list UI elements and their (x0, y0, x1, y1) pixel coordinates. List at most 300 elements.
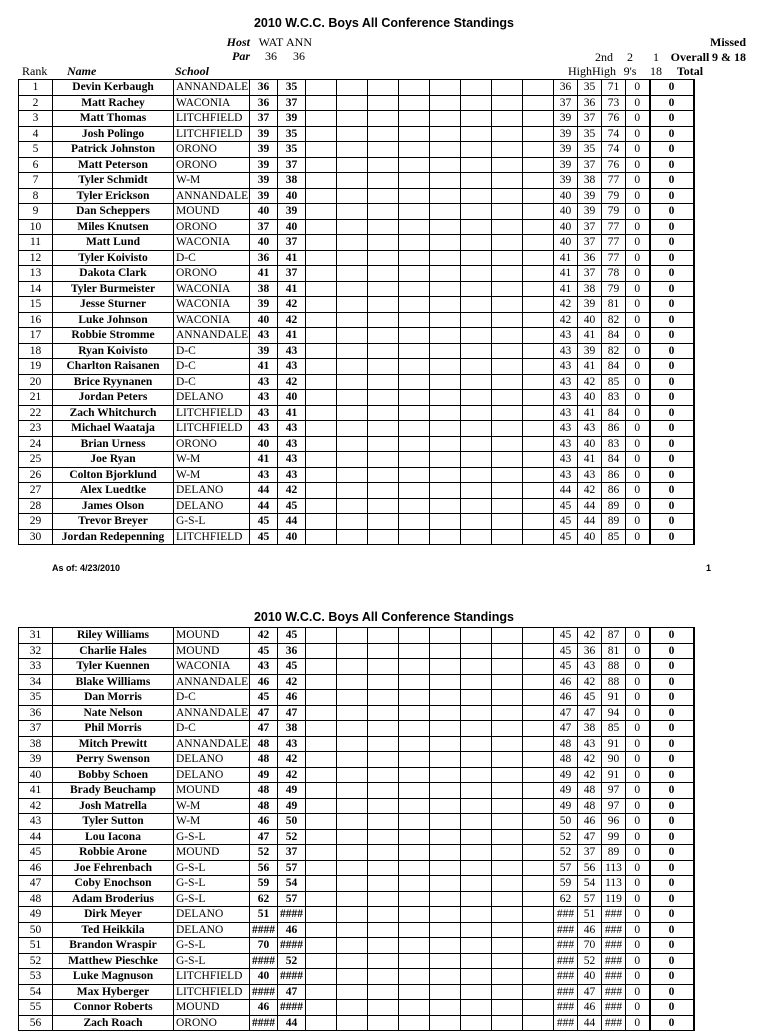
rank-cell: 6 (19, 157, 53, 173)
score-ann-cell: 57 (278, 891, 306, 907)
empty-score-cell (523, 188, 554, 204)
empty-score-cell (492, 498, 523, 514)
empty-score-cell (368, 111, 399, 127)
player-name-cell: Brady Beuchamp (53, 783, 174, 799)
empty-score-cell (461, 752, 492, 768)
table-row (19, 953, 694, 969)
table-row (19, 328, 694, 344)
player-name-cell: Patrick Johnston (53, 142, 174, 158)
score-wat-cell: 56 (250, 860, 278, 876)
score-wat-cell: 43 (250, 659, 278, 675)
second-high-cell: 36 (578, 643, 602, 659)
empty-score-cell (368, 359, 399, 375)
empty-score-cell (430, 95, 461, 111)
empty-score-cell (306, 814, 337, 830)
empty-score-cell (430, 659, 461, 675)
one-eighteen-cell: 0 (626, 95, 650, 111)
empty-score-cell (368, 452, 399, 468)
score-wat-cell: 44 (250, 483, 278, 499)
score-ann-cell: 52 (278, 953, 306, 969)
empty-score-cell (306, 204, 337, 220)
empty-score-cell (399, 452, 430, 468)
player-name-cell: Trevor Breyer (53, 514, 174, 530)
high-cell: ### (554, 1000, 578, 1016)
high-cell: 43 (554, 374, 578, 390)
school-cell: ANNANDALE (174, 188, 250, 204)
rank-cell: 15 (19, 297, 53, 313)
overall-total-cell: 0 (650, 659, 694, 675)
second-high-cell: 43 (578, 659, 602, 675)
table-row (19, 690, 694, 706)
overall-total-cell: 0 (650, 483, 694, 499)
empty-score-cell (523, 126, 554, 142)
empty-score-cell (399, 111, 430, 127)
rank-cell: 41 (19, 783, 53, 799)
two-nines-cell: 86 (602, 483, 626, 499)
one-eighteen-cell: 0 (626, 421, 650, 437)
empty-score-cell (492, 235, 523, 251)
empty-score-cell (368, 95, 399, 111)
one-eighteen-cell: 0 (626, 767, 650, 783)
one-eighteen-cell: 0 (626, 891, 650, 907)
score-ann-cell: 38 (278, 173, 306, 189)
school-cell: ANNANDALE (174, 705, 250, 721)
empty-score-cell (306, 860, 337, 876)
empty-score-cell (461, 235, 492, 251)
empty-score-cell (306, 938, 337, 954)
school-cell: DELANO (174, 483, 250, 499)
empty-score-cell (337, 643, 368, 659)
player-name-cell: Brian Urness (53, 436, 174, 452)
empty-score-cell (399, 876, 430, 892)
empty-score-cell (430, 876, 461, 892)
two-nines-cell: 91 (602, 767, 626, 783)
score-ann-cell: 42 (278, 767, 306, 783)
two-nines-cell: 82 (602, 312, 626, 328)
empty-score-cell (523, 690, 554, 706)
empty-score-cell (523, 529, 554, 545)
empty-score-cell (306, 467, 337, 483)
one-eighteen-cell: 0 (626, 328, 650, 344)
two-nines-cell: 90 (602, 752, 626, 768)
empty-score-cell (368, 467, 399, 483)
rank-header: Rank (22, 64, 48, 78)
empty-score-cell (306, 359, 337, 375)
empty-score-cell (461, 674, 492, 690)
score-wat-cell: 41 (250, 359, 278, 375)
overall-total-cell: 0 (650, 891, 694, 907)
one-eighteen-cell: 0 (626, 845, 650, 861)
empty-score-cell (523, 514, 554, 530)
second-high-cell: 35 (578, 80, 602, 96)
empty-score-cell (492, 467, 523, 483)
score-ann-cell: 45 (278, 628, 306, 644)
score-wat-cell: 36 (250, 250, 278, 266)
overall-total-cell: 0 (650, 814, 694, 830)
one-eighteen-cell: 0 (626, 452, 650, 468)
empty-score-cell (430, 845, 461, 861)
two-nines-cell: 85 (602, 374, 626, 390)
score-ann-cell: 40 (278, 529, 306, 545)
empty-score-cell (461, 312, 492, 328)
score-wat-cell: 47 (250, 705, 278, 721)
player-name-cell: Michael Waataja (53, 421, 174, 437)
school-cell: W-M (174, 798, 250, 814)
two-nines-cell: 89 (602, 514, 626, 530)
empty-score-cell (523, 219, 554, 235)
empty-score-cell (461, 157, 492, 173)
empty-score-cell (461, 721, 492, 737)
empty-score-cell (306, 235, 337, 251)
empty-score-cell (430, 173, 461, 189)
empty-score-cell (399, 969, 430, 985)
empty-score-cell (492, 798, 523, 814)
overall-total-cell: 0 (650, 984, 694, 1000)
empty-score-cell (306, 891, 337, 907)
empty-score-cell (430, 721, 461, 737)
empty-score-cell (368, 721, 399, 737)
one-eighteen-cell: 0 (626, 142, 650, 158)
second-high-cell: 40 (578, 969, 602, 985)
score-ann-cell: 49 (278, 798, 306, 814)
empty-score-cell (306, 1015, 337, 1031)
empty-score-cell (337, 297, 368, 313)
empty-score-cell (461, 829, 492, 845)
second-high-header-bottom: High (592, 64, 616, 78)
score-ann-cell: 37 (278, 266, 306, 282)
player-name-cell: Tyler Sutton (53, 814, 174, 830)
score-ann-cell: 43 (278, 359, 306, 375)
one-eighteen-cell: 0 (626, 312, 650, 328)
score-wat-cell: 36 (250, 95, 278, 111)
rank-cell: 28 (19, 498, 53, 514)
empty-score-cell (337, 405, 368, 421)
empty-score-cell (399, 860, 430, 876)
high-cell: 36 (554, 80, 578, 96)
empty-score-cell (461, 405, 492, 421)
empty-score-cell (492, 752, 523, 768)
school-cell: ORONO (174, 1015, 250, 1031)
high-cell: 40 (554, 235, 578, 251)
empty-score-cell (492, 219, 523, 235)
school-cell: MOUND (174, 204, 250, 220)
empty-score-cell (523, 173, 554, 189)
two-nines-cell: 78 (602, 266, 626, 282)
overall-total-cell: 0 (650, 126, 694, 142)
high-cell: 40 (554, 219, 578, 235)
rank-cell: 37 (19, 721, 53, 737)
empty-score-cell (492, 157, 523, 173)
empty-score-cell (461, 483, 492, 499)
table-row (19, 628, 694, 644)
high-header: High (568, 64, 592, 78)
player-name-cell: Riley Williams (53, 628, 174, 644)
table-row (19, 436, 694, 452)
score-ann-cell: 57 (278, 860, 306, 876)
empty-score-cell (492, 80, 523, 96)
second-high-cell: 52 (578, 953, 602, 969)
empty-score-cell (492, 173, 523, 189)
empty-score-cell (337, 984, 368, 1000)
second-high-cell: 40 (578, 312, 602, 328)
score-ann-cell: 39 (278, 204, 306, 220)
table-row (19, 219, 694, 235)
empty-score-cell (430, 498, 461, 514)
empty-score-cell (306, 266, 337, 282)
overall-total-cell: 0 (650, 845, 694, 861)
second-high-cell: 41 (578, 359, 602, 375)
second-high-cell: 37 (578, 157, 602, 173)
empty-score-cell (306, 529, 337, 545)
table-row (19, 705, 694, 721)
empty-score-cell (523, 312, 554, 328)
school-cell: LITCHFIELD (174, 421, 250, 437)
high-cell: 46 (554, 674, 578, 690)
rank-cell: 34 (19, 674, 53, 690)
empty-score-cell (399, 173, 430, 189)
one-eighteen-cell: 0 (626, 752, 650, 768)
empty-score-cell (306, 343, 337, 359)
second-high-cell: 43 (578, 736, 602, 752)
high-cell: 40 (554, 188, 578, 204)
empty-score-cell (368, 390, 399, 406)
empty-score-cell (337, 467, 368, 483)
high-cell: ### (554, 984, 578, 1000)
score-ann-cell: 45 (278, 659, 306, 675)
overall-total-cell: 0 (650, 266, 694, 282)
empty-score-cell (461, 845, 492, 861)
rank-cell: 44 (19, 829, 53, 845)
empty-score-cell (492, 938, 523, 954)
second-high-cell: 39 (578, 188, 602, 204)
empty-score-cell (430, 814, 461, 830)
rank-cell: 21 (19, 390, 53, 406)
rank-cell: 53 (19, 969, 53, 985)
empty-score-cell (337, 529, 368, 545)
empty-score-cell (430, 690, 461, 706)
table-row (19, 390, 694, 406)
empty-score-cell (430, 628, 461, 644)
one-eighteen-cell: 0 (626, 783, 650, 799)
table-row (19, 250, 694, 266)
empty-score-cell (461, 436, 492, 452)
rank-cell: 49 (19, 907, 53, 923)
empty-score-cell (368, 922, 399, 938)
player-name-cell: Luke Magnuson (53, 969, 174, 985)
overall-total-cell: 0 (650, 421, 694, 437)
empty-score-cell (399, 188, 430, 204)
empty-score-cell (461, 907, 492, 923)
rank-cell: 46 (19, 860, 53, 876)
empty-score-cell (399, 907, 430, 923)
empty-score-cell (368, 984, 399, 1000)
score-wat-cell: #### (250, 922, 278, 938)
player-name-cell: Miles Knutsen (53, 219, 174, 235)
second-high-cell: 46 (578, 1000, 602, 1016)
rank-cell: 54 (19, 984, 53, 1000)
two-nines-cell: 76 (602, 111, 626, 127)
high-cell: 52 (554, 845, 578, 861)
high-cell: 43 (554, 421, 578, 437)
empty-score-cell (399, 953, 430, 969)
empty-score-cell (368, 421, 399, 437)
one-eighteen-cell: 0 (626, 1015, 650, 1031)
player-name-cell: Josh Polingo (53, 126, 174, 142)
score-wat-cell: 43 (250, 374, 278, 390)
empty-score-cell (523, 235, 554, 251)
table-row (19, 891, 694, 907)
high-cell: 45 (554, 628, 578, 644)
empty-score-cell (523, 721, 554, 737)
table-row (19, 721, 694, 737)
second-high-cell: 42 (578, 628, 602, 644)
overall-header-top: Overall (670, 50, 710, 64)
empty-score-cell (368, 891, 399, 907)
empty-score-cell (523, 674, 554, 690)
empty-score-cell (430, 142, 461, 158)
rank-cell: 33 (19, 659, 53, 675)
empty-score-cell (337, 359, 368, 375)
score-ann-cell: 43 (278, 421, 306, 437)
second-high-cell: 37 (578, 219, 602, 235)
one-eighteen-cell: 0 (626, 953, 650, 969)
player-name-cell: Luke Johnson (53, 312, 174, 328)
rank-cell: 43 (19, 814, 53, 830)
empty-score-cell (523, 297, 554, 313)
overall-total-cell: 0 (650, 829, 694, 845)
school-cell: ORONO (174, 219, 250, 235)
empty-score-cell (492, 204, 523, 220)
empty-score-cell (306, 845, 337, 861)
eighteen-header-bottom: 18 (650, 64, 662, 78)
one-eighteen-cell: 0 (626, 643, 650, 659)
rank-cell: 23 (19, 421, 53, 437)
high-cell: 41 (554, 281, 578, 297)
empty-score-cell (337, 736, 368, 752)
empty-score-cell (306, 80, 337, 96)
empty-score-cell (492, 783, 523, 799)
empty-score-cell (523, 95, 554, 111)
table-row (19, 312, 694, 328)
empty-score-cell (399, 922, 430, 938)
table-row (19, 783, 694, 799)
overall-total-cell: 0 (650, 467, 694, 483)
empty-score-cell (430, 343, 461, 359)
empty-score-cell (523, 157, 554, 173)
empty-score-cell (368, 405, 399, 421)
one-eighteen-cell: 0 (626, 266, 650, 282)
overall-total-cell: 0 (650, 938, 694, 954)
empty-score-cell (399, 235, 430, 251)
empty-score-cell (337, 891, 368, 907)
second-high-cell: 42 (578, 483, 602, 499)
empty-score-cell (337, 142, 368, 158)
rank-cell: 19 (19, 359, 53, 375)
empty-score-cell (306, 953, 337, 969)
rank-cell: 13 (19, 266, 53, 282)
empty-score-cell (368, 736, 399, 752)
empty-score-cell (337, 421, 368, 437)
empty-score-cell (306, 312, 337, 328)
empty-score-cell (492, 953, 523, 969)
one-eighteen-cell: 0 (626, 250, 650, 266)
empty-score-cell (306, 452, 337, 468)
overall-total-cell: 0 (650, 297, 694, 313)
score-wat-cell: 43 (250, 421, 278, 437)
empty-score-cell (306, 984, 337, 1000)
two-nines-cell: 84 (602, 452, 626, 468)
score-wat-cell: 49 (250, 767, 278, 783)
empty-score-cell (523, 969, 554, 985)
empty-score-cell (492, 814, 523, 830)
empty-score-cell (523, 798, 554, 814)
empty-score-cell (492, 514, 523, 530)
score-wat-cell: #### (250, 984, 278, 1000)
score-wat-cell: 41 (250, 266, 278, 282)
empty-score-cell (306, 219, 337, 235)
empty-score-cell (430, 405, 461, 421)
empty-score-cell (523, 343, 554, 359)
second-high-cell: 39 (578, 343, 602, 359)
empty-score-cell (306, 969, 337, 985)
rank-cell: 24 (19, 436, 53, 452)
score-ann-cell: 44 (278, 1015, 306, 1031)
table-row (19, 235, 694, 251)
empty-score-cell (430, 421, 461, 437)
empty-score-cell (368, 659, 399, 675)
score-wat-cell: 43 (250, 328, 278, 344)
score-wat-cell: 45 (250, 529, 278, 545)
second-high-cell: 40 (578, 390, 602, 406)
high-cell: 45 (554, 659, 578, 675)
empty-score-cell (306, 721, 337, 737)
player-name-cell: Dirk Meyer (53, 907, 174, 923)
rank-cell: 27 (19, 483, 53, 499)
empty-score-cell (306, 907, 337, 923)
high-cell: 45 (554, 643, 578, 659)
empty-score-cell (368, 829, 399, 845)
table-row (19, 814, 694, 830)
school-cell: LITCHFIELD (174, 969, 250, 985)
school-cell: LITCHFIELD (174, 111, 250, 127)
rank-cell: 25 (19, 452, 53, 468)
school-cell: W-M (174, 452, 250, 468)
high-cell: 48 (554, 752, 578, 768)
school-cell: DELANO (174, 922, 250, 938)
score-wat-cell: 59 (250, 876, 278, 892)
high-cell: 52 (554, 829, 578, 845)
empty-score-cell (399, 628, 430, 644)
high-cell: 39 (554, 126, 578, 142)
empty-score-cell (492, 359, 523, 375)
high-cell: 42 (554, 297, 578, 313)
overall-total-cell: 0 (650, 95, 694, 111)
two-nines-cell: 74 (602, 126, 626, 142)
score-ann-cell: 37 (278, 845, 306, 861)
table-row (19, 421, 694, 437)
overall-total-cell: 0 (650, 157, 694, 173)
high-cell: 39 (554, 142, 578, 158)
score-ann-cell: 41 (278, 328, 306, 344)
school-cell: G-S-L (174, 829, 250, 845)
player-name-cell: Coby Enochson (53, 876, 174, 892)
score-wat-cell: 37 (250, 219, 278, 235)
score-wat-cell: 47 (250, 721, 278, 737)
one-eighteen-cell: 0 (626, 628, 650, 644)
table-row (19, 969, 694, 985)
one-eighteen-cell: 0 (626, 876, 650, 892)
empty-score-cell (399, 467, 430, 483)
